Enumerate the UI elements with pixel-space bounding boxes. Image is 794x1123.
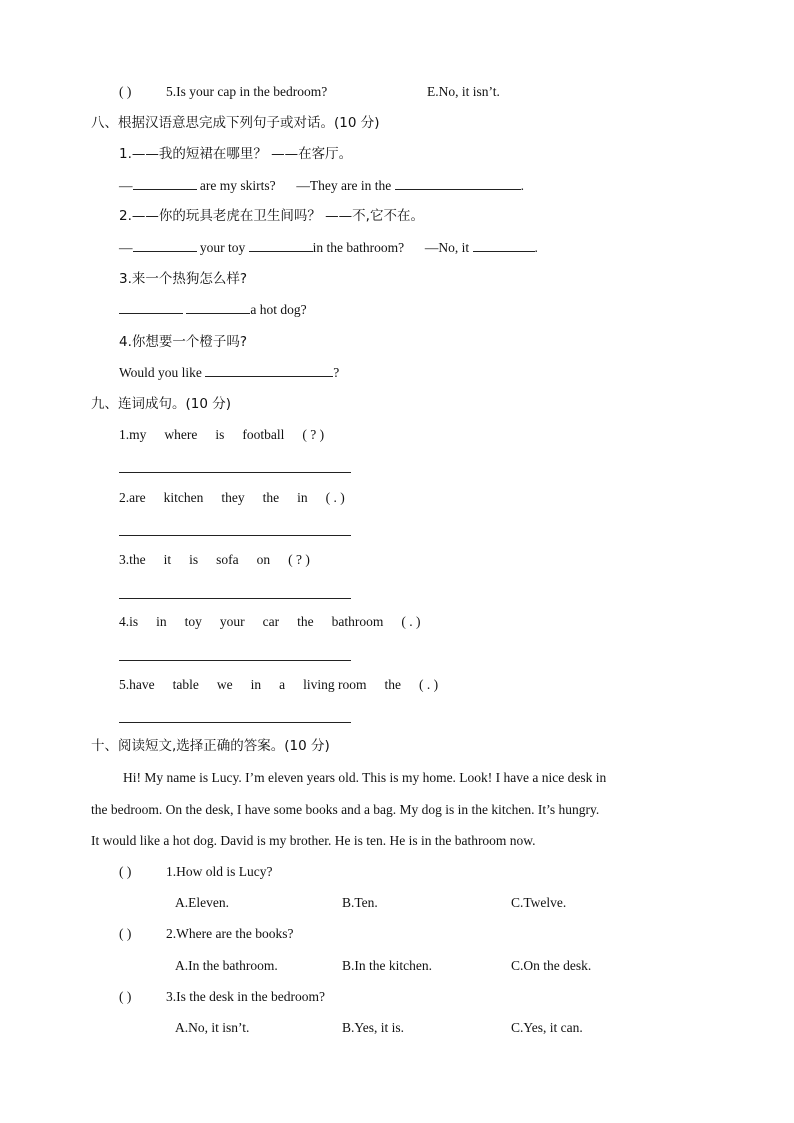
question-5-paren: ( ): [119, 84, 132, 99]
s8-item-4-chinese: 4.你想要一个橙子吗?: [119, 334, 248, 350]
blank[interactable]: [395, 177, 521, 190]
passage-line-1: Hi! My name is Lucy. I’m eleven years old. This is my home. Look! I have a nice desk in: [123, 770, 607, 785]
question-5-answer: E.No, it isn’t.: [427, 84, 500, 99]
q2-option-b: B.In the kitchen.: [342, 958, 432, 973]
blank[interactable]: [133, 239, 197, 252]
q3-paren[interactable]: ( ): [119, 989, 132, 1004]
section-8-title: 八、根据汉语意思完成下列句子或对话。(10 分): [91, 115, 380, 131]
q1-option-b: B.Ten.: [342, 895, 378, 910]
q2-paren[interactable]: ( ): [119, 926, 132, 941]
q3-option-a: A.No, it isn’t.: [175, 1020, 250, 1035]
blank[interactable]: [133, 177, 197, 190]
passage-line-2: the bedroom. On the desk, I have some books and a bag. My dog is in the kitchen. It’s hungry.: [91, 802, 600, 817]
q2-option-a: A.In the bathroom.: [175, 958, 278, 973]
q3-option-c: C.Yes, it can.: [511, 1020, 583, 1035]
blank[interactable]: [119, 301, 183, 314]
s9-item-2-words: 2.are kitchen they the in ( . ): [119, 490, 345, 505]
q2-text: 2.Where are the books?: [166, 926, 294, 941]
q2-option-c: C.On the desk.: [511, 958, 592, 973]
s8-item-4-english: Would you like ?: [119, 365, 340, 380]
s8-item-3-english: a hot dog?: [119, 301, 307, 319]
answer-line[interactable]: [119, 660, 351, 661]
section-9-title: 九、连词成句。(10 分): [91, 396, 232, 412]
s9-item-5-words: 5.have table we in a living room the ( . ): [119, 677, 439, 692]
q3-option-b: B.Yes, it is.: [342, 1020, 405, 1035]
question-5-text: 5.Is your cap in the bedroom?: [166, 84, 328, 99]
answer-line[interactable]: [119, 535, 351, 536]
s8-item-3-chinese: 3.来一个热狗怎么样?: [119, 271, 248, 287]
s8-item-2-chinese: 2.——你的玩具老虎在卫生间吗？ ——不,它不在。: [119, 208, 424, 224]
s8-item-2-english: — your toy in the bathroom? —No, it .: [119, 240, 538, 255]
passage-line-3: It would like a hot dog. David is my brother. He is ten. He is in the bathroom now.: [91, 833, 536, 848]
answer-line[interactable]: [119, 472, 351, 473]
s9-item-3-words: 3.the it is sofa on ( ? ): [119, 552, 310, 567]
answer-line[interactable]: [119, 722, 351, 723]
q3-text: 3.Is the desk in the bedroom?: [166, 989, 325, 1004]
blank[interactable]: [249, 239, 313, 252]
q1-text: 1.How old is Lucy?: [166, 864, 273, 879]
blank[interactable]: [205, 364, 333, 377]
s9-item-1-words: 1.my where is football ( ? ): [119, 427, 325, 442]
blank[interactable]: [473, 239, 535, 252]
q1-option-c: C.Twelve.: [511, 895, 567, 910]
answer-line[interactable]: [119, 598, 351, 599]
s8-item-1-english: — are my skirts? —They are in the .: [119, 178, 524, 193]
q1-option-a: A.Eleven.: [175, 895, 229, 910]
q1-paren[interactable]: ( ): [119, 864, 132, 879]
s8-item-1-chinese: 1.——我的短裙在哪里？ ——在客厅。: [119, 146, 353, 162]
blank[interactable]: [186, 301, 250, 314]
section-10-title: 十、阅读短文,选择正确的答案。(10 分): [91, 738, 330, 754]
s9-item-4-words: 4.is in toy your car the bathroom ( . ): [119, 614, 421, 629]
